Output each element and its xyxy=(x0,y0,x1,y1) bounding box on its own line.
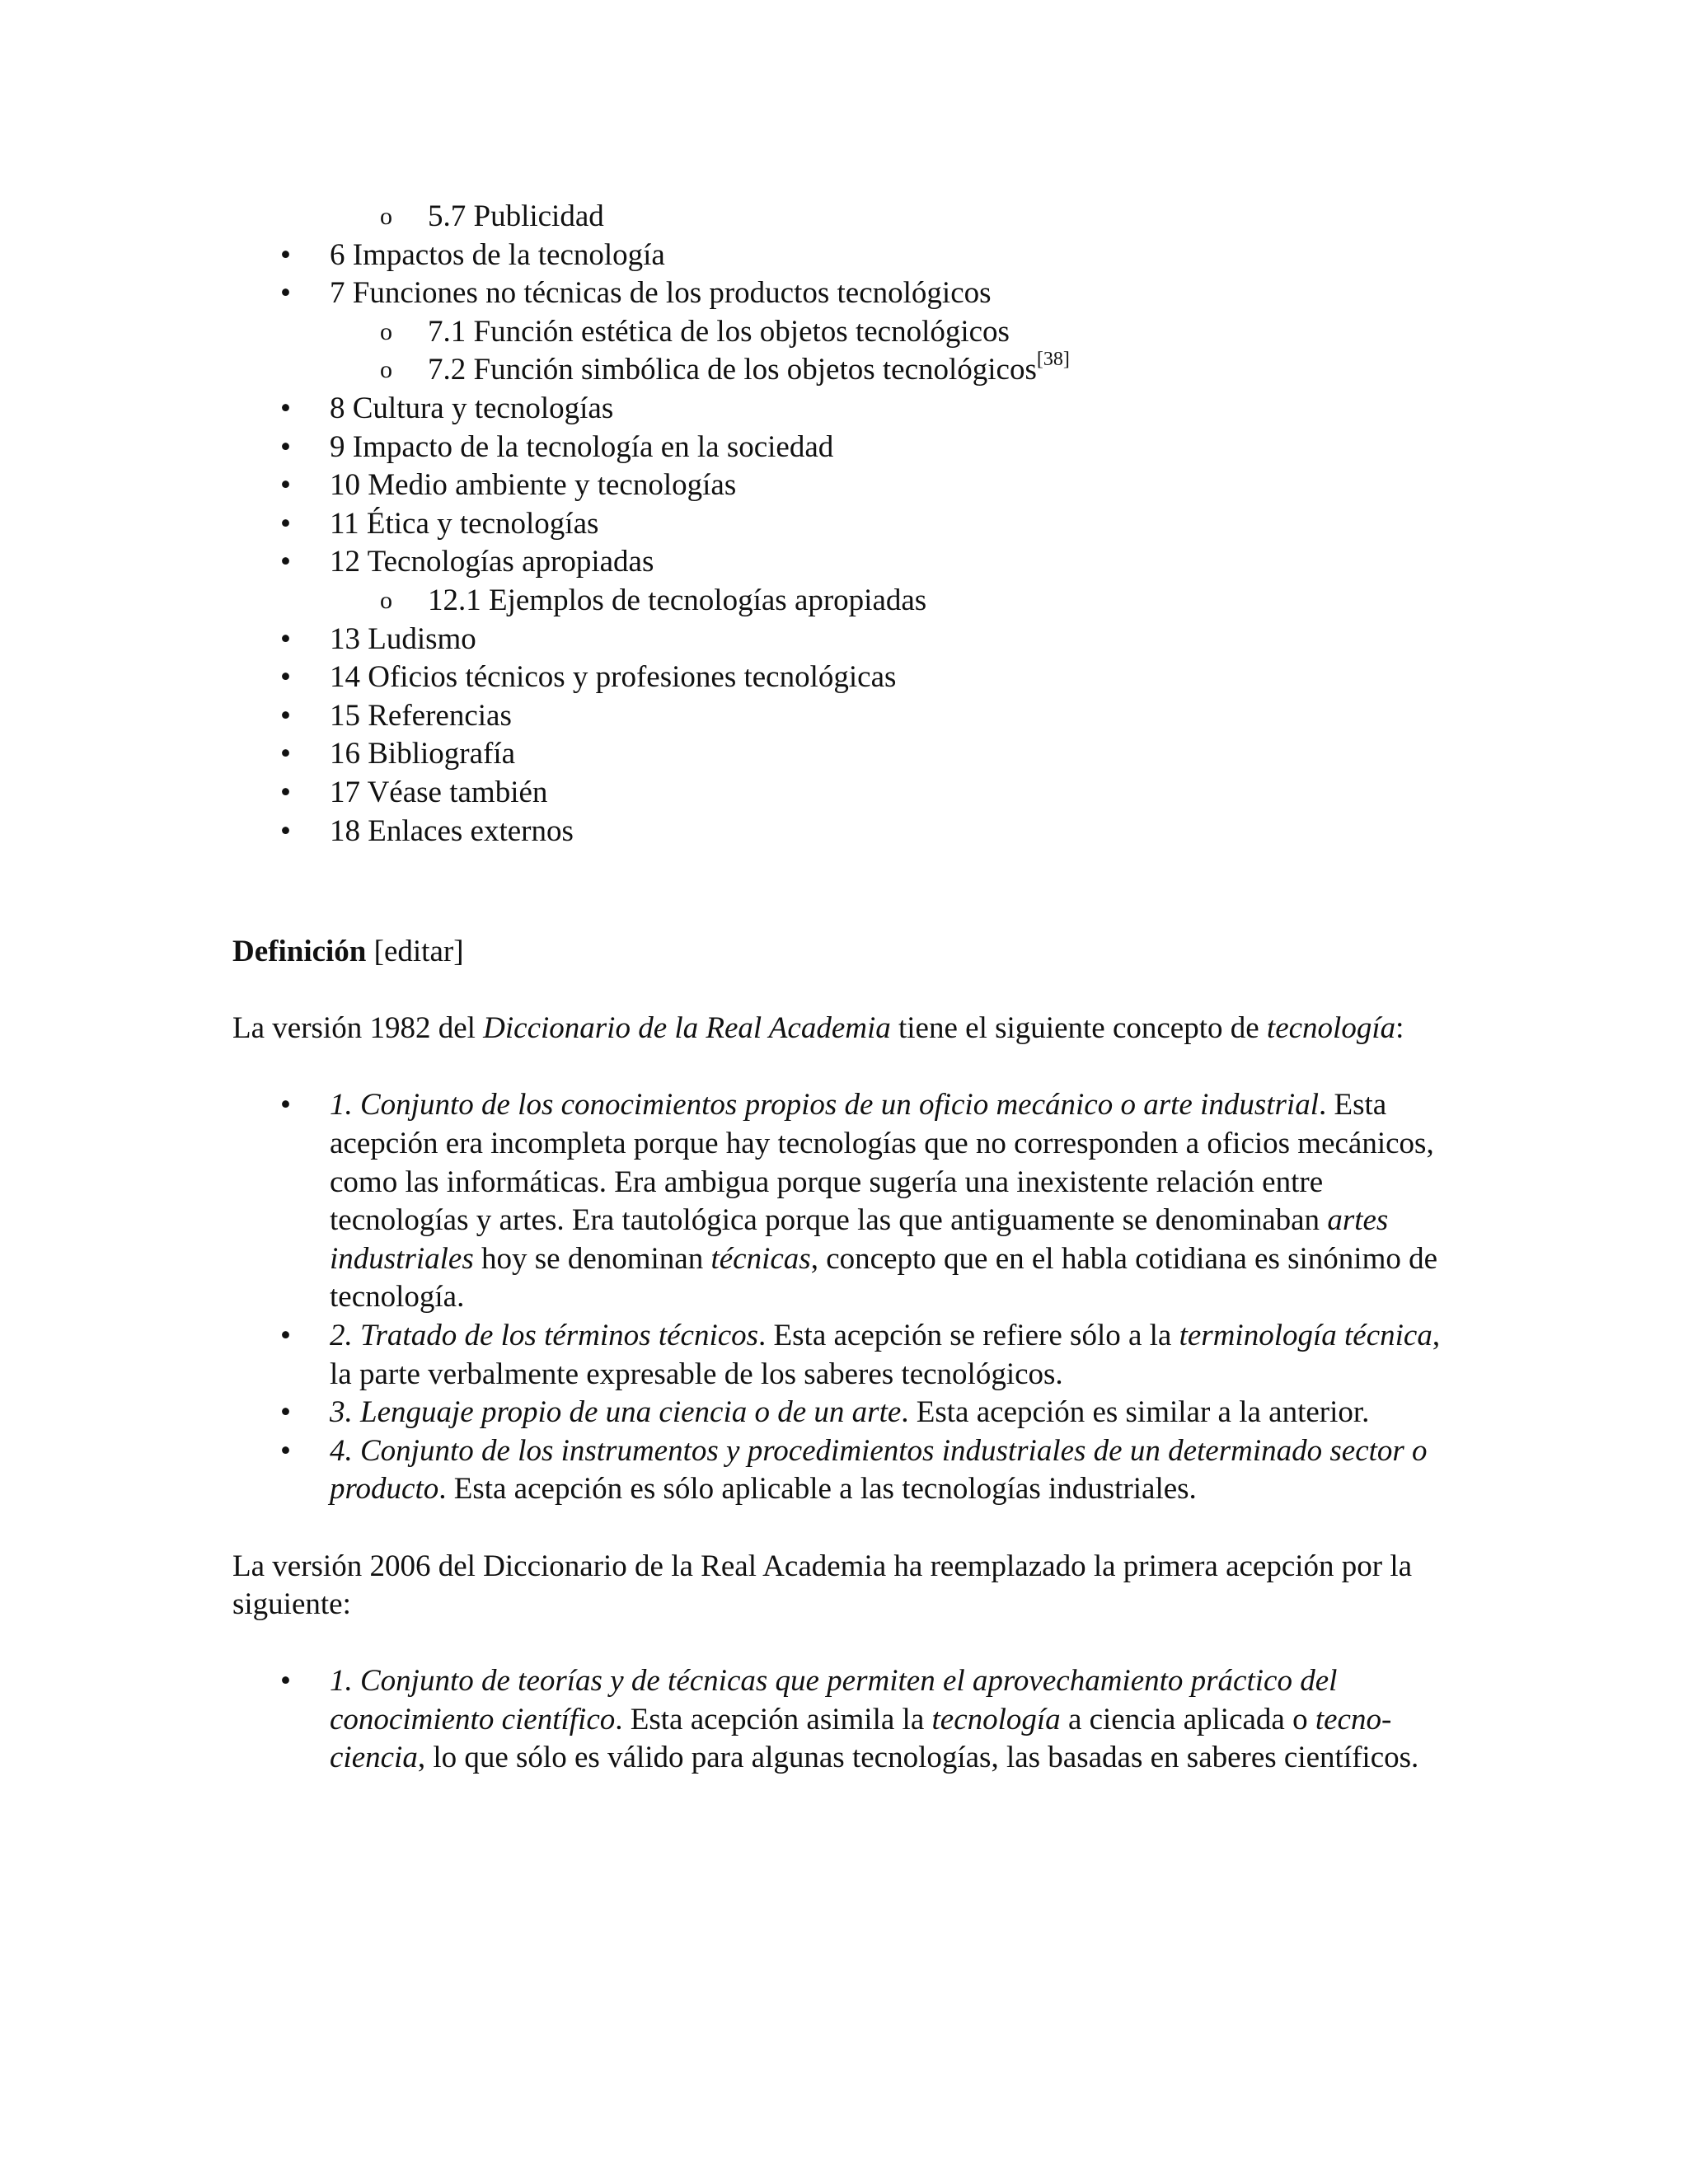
toc-item-label[interactable]: 7 Funciones no técnicas de los productos tecnológicos xyxy=(330,276,992,311)
toc-item[interactable] xyxy=(0,313,1688,352)
bullet-marker: • xyxy=(280,276,291,311)
definition-section xyxy=(232,933,1444,1778)
toc-item-label[interactable]: 17 Véase también xyxy=(330,775,548,809)
bullet-marker: • xyxy=(280,468,291,503)
definition-item xyxy=(280,1086,1444,1317)
definition-text: . Esta acepción es sólo aplicable a las tecnologías industriales. xyxy=(438,1472,1197,1507)
definition-text: , lo que sólo es válido para algunas tecnologías, las basadas en saberes científicos. xyxy=(417,1741,1419,1775)
definition-italic-text: 4. Conjunto de los instrumentos y procedimientos industriales de un determinado sector o producto xyxy=(330,1433,1428,1507)
bullet-marker: • xyxy=(280,698,291,733)
definition-italic-text: tecno-ciencia xyxy=(330,1702,1392,1775)
definition-item xyxy=(280,1394,1444,1432)
bullet-marker: • xyxy=(280,1318,291,1352)
definition-italic-text: 2. Tratado de los términos técnicos xyxy=(330,1318,759,1352)
toc-item[interactable] xyxy=(0,735,1688,774)
definition-item xyxy=(280,1662,1444,1778)
bullet-marker: • xyxy=(280,1395,291,1430)
definition-italic-text: 1. Conjunto de los conocimientos propios de un oficio mecánico o arte industrial xyxy=(330,1088,1319,1122)
toc-item-label[interactable]: 7.1 Función estética de los objetos tecnológicos xyxy=(428,314,1010,349)
definition-italic-text: artes industriales xyxy=(330,1203,1389,1276)
toc-item[interactable] xyxy=(0,813,1688,851)
intro-paragraph xyxy=(232,1010,1444,1048)
bullet-marker: • xyxy=(280,621,291,656)
toc-item-label[interactable]: 16 Bibliografía xyxy=(330,737,516,771)
toc-item-label[interactable]: 9 Impacto de la tecnología en la sociedad xyxy=(330,429,834,464)
bullet-marker: • xyxy=(280,1088,291,1122)
reference-superscript[interactable]: [38] xyxy=(1036,349,1070,371)
toc-item-label[interactable]: 12 Tecnologías apropiadas xyxy=(330,545,654,579)
toc-item-label[interactable]: 14 Oficios técnicos y profesiones tecnológicas xyxy=(330,660,897,695)
bullet-marker: • xyxy=(280,237,291,272)
table-of-contents xyxy=(0,198,1688,851)
sub-bullet-marker: o xyxy=(380,317,392,345)
bullet-marker: • xyxy=(280,1433,291,1468)
toc-item[interactable] xyxy=(0,621,1688,659)
bullet-marker: • xyxy=(280,775,291,809)
toc-item[interactable] xyxy=(0,274,1688,313)
toc-item-label[interactable]: 12.1 Ejemplos de tecnologías apropiadas xyxy=(428,583,927,617)
toc-item[interactable] xyxy=(0,505,1688,544)
intro-dictionary-title: Diccionario de la Real Academia xyxy=(483,1011,891,1046)
definition-text: , concepto que en el habla cotidiana es sinónimo de tecnología. xyxy=(330,1241,1438,1315)
toc-item[interactable] xyxy=(0,351,1688,390)
definition-italic-text: 1. Conjunto de teorías y de técnicas que permiten el aprovechamiento práctico del conocimiento científico xyxy=(330,1664,1338,1736)
toc-item[interactable] xyxy=(0,429,1688,467)
toc-item[interactable] xyxy=(0,237,1688,275)
toc-item-label[interactable]: 11 Ética y tecnologías xyxy=(330,506,599,541)
sub-bullet-marker: o xyxy=(380,586,392,614)
intro-text: : xyxy=(1395,1011,1404,1046)
bullet-marker: • xyxy=(280,391,291,425)
toc-item[interactable] xyxy=(0,198,1688,237)
toc-item[interactable] xyxy=(0,466,1688,505)
definition-italic-text: técnicas xyxy=(710,1241,811,1276)
section-heading xyxy=(232,933,1444,972)
definition-text: . Esta acepción era incompleta porque hay tecnologías que no corresponden a oficios mecánicos, como las informáticas. Era ambigua porque sugería una inexistente relación entre tecnologías y artes. Era tautológica porque las que antiguamente se denominaban xyxy=(330,1088,1434,1238)
intro-text: La versión 1982 del xyxy=(232,1011,484,1046)
toc-item-label[interactable]: 7.2 Función simbólica de los objetos tecnológicos xyxy=(428,353,1037,387)
toc-item[interactable] xyxy=(0,582,1688,621)
bullet-marker: • xyxy=(280,429,291,464)
intro-text: tiene el siguiente concepto de xyxy=(890,1011,1267,1046)
toc-item-label[interactable]: 18 Enlaces externos xyxy=(330,813,574,848)
definition-italic-text: tecnología xyxy=(931,1702,1061,1736)
bullet-marker: • xyxy=(280,660,291,695)
definitions-2006-list xyxy=(232,1662,1444,1778)
toc-item-label[interactable]: 13 Ludismo xyxy=(330,621,476,656)
definition-text: a ciencia aplicada o xyxy=(1060,1702,1315,1736)
paragraph-2006: La versión 2006 del Diccionario de la Real Academia ha reemplazado la primera acepción por la siguiente: xyxy=(232,1549,1413,1622)
definition-italic-text: 3. Lenguaje propio de una ciencia o de un arte xyxy=(330,1395,902,1430)
bullet-marker: • xyxy=(280,737,291,771)
toc-item[interactable] xyxy=(0,658,1688,697)
bullet-marker: • xyxy=(280,1664,291,1699)
definition-text: , la parte verbalmente expresable de los saberes tecnológicos. xyxy=(330,1318,1441,1391)
definition-item xyxy=(280,1317,1444,1394)
section-title: Definición xyxy=(232,935,367,968)
edit-link[interactable]: [editar] xyxy=(373,935,464,968)
definition-text: hoy se denominan xyxy=(473,1241,711,1276)
toc-item[interactable] xyxy=(0,390,1688,429)
bullet-marker: • xyxy=(280,506,291,541)
definitions-1982-list xyxy=(232,1086,1444,1509)
definition-text: . Esta acepción asimila la xyxy=(615,1702,932,1736)
definition-text: . Esta acepción se refiere sólo a la xyxy=(758,1318,1179,1352)
intro-term: tecnología xyxy=(1266,1011,1396,1046)
sub-bullet-marker: o xyxy=(380,356,392,384)
bullet-marker: • xyxy=(280,545,291,579)
definition-text: . Esta acepción es similar a la anterior. xyxy=(901,1395,1370,1430)
toc-item-label[interactable]: 15 Referencias xyxy=(330,698,512,733)
sub-bullet-marker: o xyxy=(380,203,392,230)
definition-italic-text: terminología técnica xyxy=(1179,1318,1432,1352)
definition-item xyxy=(280,1432,1444,1509)
toc-item-label[interactable]: 5.7 Publicidad xyxy=(428,199,604,233)
toc-item-label[interactable]: 10 Medio ambiente y tecnologías xyxy=(330,468,737,503)
toc-item-label[interactable]: 6 Impactos de la tecnología xyxy=(330,237,665,272)
toc-item[interactable] xyxy=(0,697,1688,736)
toc-item[interactable] xyxy=(0,543,1688,582)
bullet-marker: • xyxy=(280,813,291,848)
toc-item-label[interactable]: 8 Cultura y tecnologías xyxy=(330,391,614,425)
toc-item[interactable] xyxy=(0,774,1688,813)
